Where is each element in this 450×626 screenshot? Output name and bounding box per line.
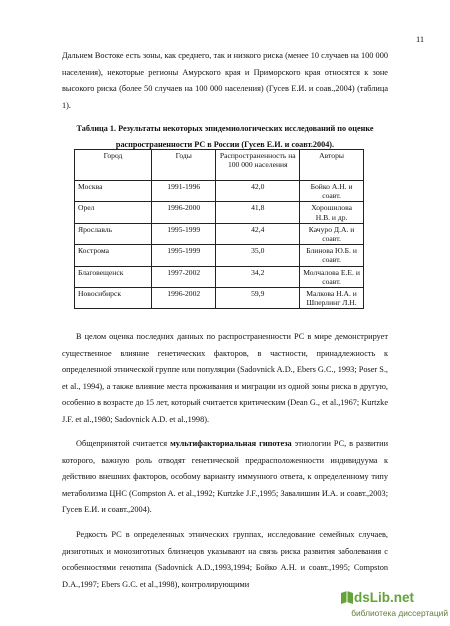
header-authors: Авторы <box>300 150 364 181</box>
book-icon <box>340 590 354 606</box>
paragraph-text: Общепринятой считается <box>76 439 171 448</box>
header-prevalence: Распространенность на 100 000 населения <box>216 150 300 181</box>
watermark-brand-text: dsLib <box>354 590 390 605</box>
cell-years: 1996-2000 <box>152 202 216 223</box>
prevalence-table <box>74 149 364 309</box>
cell-years: 1991-1996 <box>152 181 216 202</box>
cell-city: Новосибирск <box>75 288 152 309</box>
cell-prevalence: 34,2 <box>216 266 300 287</box>
cell-prevalence: 42,4 <box>216 223 300 244</box>
table-row <box>75 202 364 223</box>
cell-city: Кострома <box>75 245 152 266</box>
cell-years: 1997-2002 <box>152 266 216 287</box>
paragraph-multifactorial <box>62 436 388 519</box>
cell-prevalence: 42,0 <box>216 181 300 202</box>
cell-authors: Малкова Н.А. и Шперлинг Л.Н. <box>300 288 364 309</box>
paragraph-text: этиологии РС, в развитии которого, важную роль отводят генетической предрасположенности индивидуума к действию внешних факторов, особому варианту иммунного ответа, к определенному типу метаболизма ЦНС (Compston A. et al.,1992; Kurtzke J.F.,1995; Завалишин И.А. и соавт.,2003; Гусев Е.И. и соавт.,2004). <box>62 439 389 515</box>
table-header-row <box>75 150 364 181</box>
cell-city: Орел <box>75 202 152 223</box>
cell-city: Благовещенск <box>75 266 152 287</box>
table-row <box>75 288 364 309</box>
watermark-tld: .net <box>390 590 415 605</box>
table-caption: Таблица 1. Результаты некоторых эпидемиологических исследований по оценке распространенности РС в России (Гусев Е.И. и соавт.2004). <box>76 124 374 149</box>
paragraph-rarity: Редкость РС в определенных этнических группах, исследование семейных случаев, дизиготных и монозиготных близнецов указывают на связь риска развития заболевания с особенностями генотипа (Sadovnick A.D.,1993,1994; Бойко А.Н. и соавт.,1995; Compston D.A.,1997; Ebers G.C. et al.,1998), контролирующими <box>62 530 388 589</box>
watermark-tagline: библиотека диссертаций <box>351 608 448 618</box>
cell-city: Ярославль <box>75 223 152 244</box>
cell-years: 1995-1999 <box>152 223 216 244</box>
table-row <box>75 245 364 266</box>
cell-authors: Качуро Д.А. и соавт. <box>300 223 364 244</box>
page-number: 11 <box>416 34 425 44</box>
watermark-brand <box>354 590 414 605</box>
table-row <box>75 266 364 287</box>
cell-authors: Бойко А.Н. и соавт. <box>300 181 364 202</box>
table-row <box>75 181 364 202</box>
hypothesis-term: мультифакториальная гипотеза <box>170 439 292 448</box>
cell-prevalence: 41,8 <box>216 202 300 223</box>
cell-prevalence: 59,9 <box>216 288 300 309</box>
cell-authors: Блинова Ю.Б. и соавт. <box>300 245 364 266</box>
cell-years: 1996-2002 <box>152 288 216 309</box>
paragraph-genetic-factors: В целом оценка последних данных по распространенности РС в мире демонстрирует существенное влияние генетических факторов, в частности, принадлежность к определенной этнической группе или популяции (Sadovnick A.D., Ebers G.C., 1993; Poser S., et al., 1994), а также влияние места проживания и миграции из одной зоны риска в другую, особенно в возрасте до 15 лет, который считается критическим (Dean G., et al.,1967; Kurtzke J.F. et al.,1980; Sadovnick A.D. et al.,1998). <box>62 332 388 424</box>
cell-authors: Молчалова Е.Е. и соавт. <box>300 266 364 287</box>
header-years: Годы <box>152 150 216 181</box>
cell-years: 1995-1999 <box>152 245 216 266</box>
cell-prevalence: 35,0 <box>216 245 300 266</box>
paragraph-intro: Дальнем Востоке есть зоны, как среднего, так и низкого риска (менее 10 случаев на 100 000 населения), некоторые регионы Амурского края и Приморского края относятся к зоне высокого риска (более 50 случаев на 100 000 населения) (Гусев Е.И. и соав.,2004) (таблица 1). <box>62 51 388 110</box>
header-city: Город <box>75 150 152 181</box>
cell-city: Москва <box>75 181 152 202</box>
dslib-watermark <box>318 589 448 619</box>
cell-authors: Хорошилова Н.В. и др. <box>300 202 364 223</box>
table-row <box>75 223 364 244</box>
